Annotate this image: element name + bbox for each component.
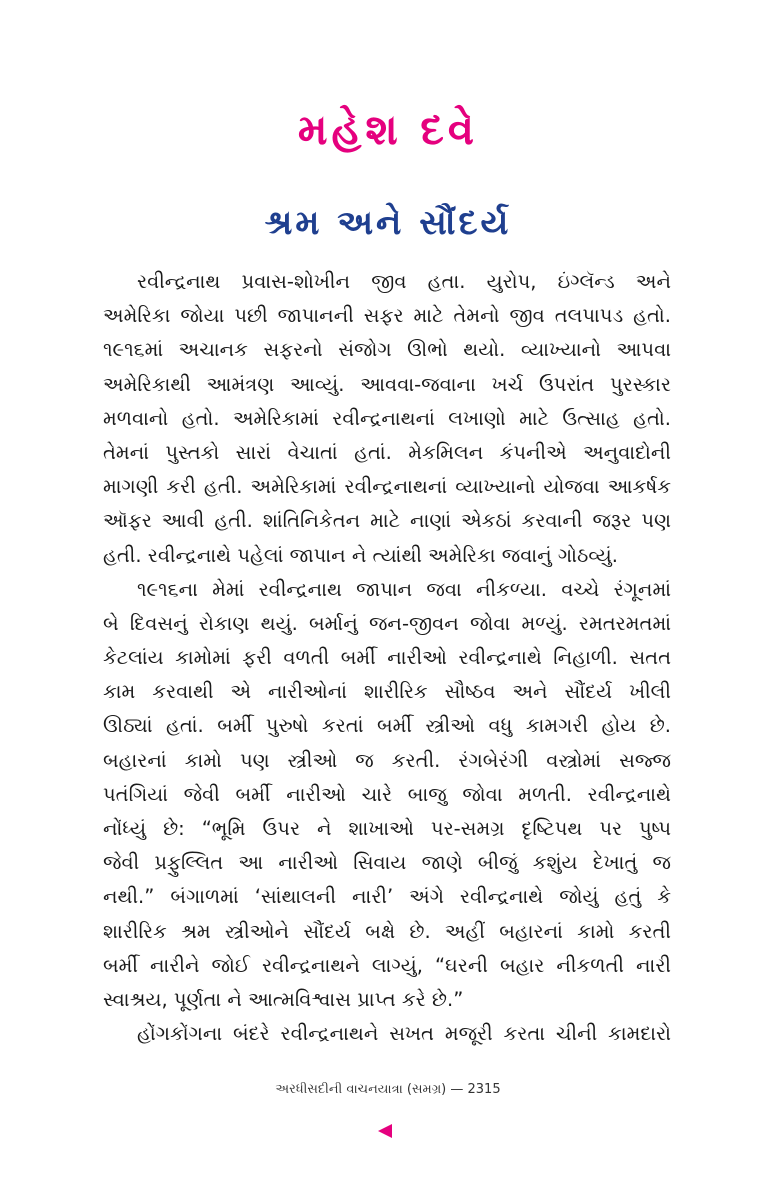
text-line: માગણી કરી હતી. અમેરિકામાં રવીન્દ્રનાથનાં વ્યાખ્યાનો યોજવા આકર્ષક (103, 475, 671, 499)
page-footer: અરધીસદીની વાચનયાત્રા (સમગ્ર) — 2315 (275, 1082, 501, 1097)
text-line: રવીન્દ્રનાથ પ્રવાસ-શોખીન જીવ હતા. યુરોપ, ઇંગ્લૅન્ડ અને (137, 270, 671, 293)
text-line: બર્મી નારીને જોઈ રવીન્દ્રનાથને લાગ્યું, “ઘરની બહાર નીકળતી નારી (103, 953, 671, 977)
text-line: શારીરિક શ્રમ સ્ત્રીઓને સૌંદર્ય બક્ષે છે. અહીં બહારનાં કામો કરતી (103, 919, 671, 943)
text-line: નથી.” બંગાળમાં ‘સાંથાલની નારી’ અંગે રવીન્દ્રનાથે જોયું હતું કે (103, 885, 671, 909)
text-line: કેટલાંય કામોમાં ફરી વળતી બર્મી નારીઓ રવીન્દ્રનાથે નિહાળી. સતત (103, 646, 671, 670)
text-line: બહારનાં કામો પણ સ્ત્રીઓ જ કરતી. રંગબેરંગી વસ્ત્રોમાં સજ્જ (103, 748, 671, 772)
text-line: અમેરિકાથી આમંત્રણ આવ્યું. આવવા-જવાના ખર્ચ ઉપરાંત પુરસ્કાર (103, 372, 671, 396)
text-line: હતી. રવીન્દ્રનાથે પહેલાં જાપાન ને ત્યાંથી અમેરિકા જવાનું ગોઠવ્યું. (103, 543, 618, 567)
article-title: શ્રમ અને સૌંદર્ય (264, 203, 512, 243)
text-line: નોંધ્યું છે: “ભૂમિ ઉપર ને શાખાઓ પર-સમગ્ર દૃષ્ટિપથ પર પુષ્પ (103, 817, 671, 840)
text-line: ૧૯૧૬માં અચાનક સફરનો સંજોગ ઊભો થયો. વ્યાખ્યાનો આપવા (103, 338, 671, 362)
article-body (103, 265, 671, 1051)
text-line: હોંગકોંગના બંદરે રવીન્દ્રનાથને સખત મજૂરી કરતા ચીની કામદારો (137, 1022, 671, 1046)
text-line: જેવી પ્રફુલ્લિત આ નારીઓ સિવાય જાણે બીજું કશુંય દેખાતું જ (103, 851, 671, 875)
text-line: મળવાનો હતો. અમેરિકામાં રવીન્દ્રનાથનાં લખાણો માટે ઉત્સાહ હતો. (103, 406, 671, 430)
author-name: મહેશ દવે (297, 105, 479, 154)
text-line: અમેરિકા જોયા પછી જાપાનની સફર માટે તેમનો જીવ તલપાપડ હતો. (103, 304, 671, 328)
triangle-left-icon[interactable] (378, 1124, 392, 1138)
text-line: કામ કરવાથી એ નારીઓનાં શારીરિક સૌષ્ઠવ અને સૌંદર્ય ખીલી (103, 680, 671, 704)
text-line: ૧૯૧૬ના મેમાં રવીન્દ્રનાથ જાપાન જવા નીકળ્યા. વચ્ચે રંગૂનમાં (137, 577, 671, 601)
text-line: ઑફર આવી હતી. શાંતિનિકેતન માટે નાણાં એકઠાં કરવાની જરૂર પણ (103, 509, 671, 533)
text-line: તેમનાં પુસ્તકો સારાં વેચાતાં હતાં. મેકમિલન કંપનીએ અનુવાદોની (103, 440, 671, 464)
text-line: બે દિવસનું રોકાણ થયું. બર્માનું જન-જીવન જોવા મળ્યું. રમતરમતમાં (103, 611, 671, 635)
text-line: સ્વાશ્રય, પૂર્ણતા ને આત્મવિશ્વાસ પ્રાપ્ત કરે છે.” (103, 987, 464, 1011)
text-line: પતંગિયાં જેવી બર્મી નારીઓ ચારે બાજુ જોવા મળતી. રવીન્દ્રનાથે (103, 782, 671, 806)
text-line: ઊઠ્યાં હતાં. બર્મી પુરુષો કરતાં બર્મી સ્ત્રીઓ વધુ કામગરી હોય છે. (103, 714, 671, 738)
